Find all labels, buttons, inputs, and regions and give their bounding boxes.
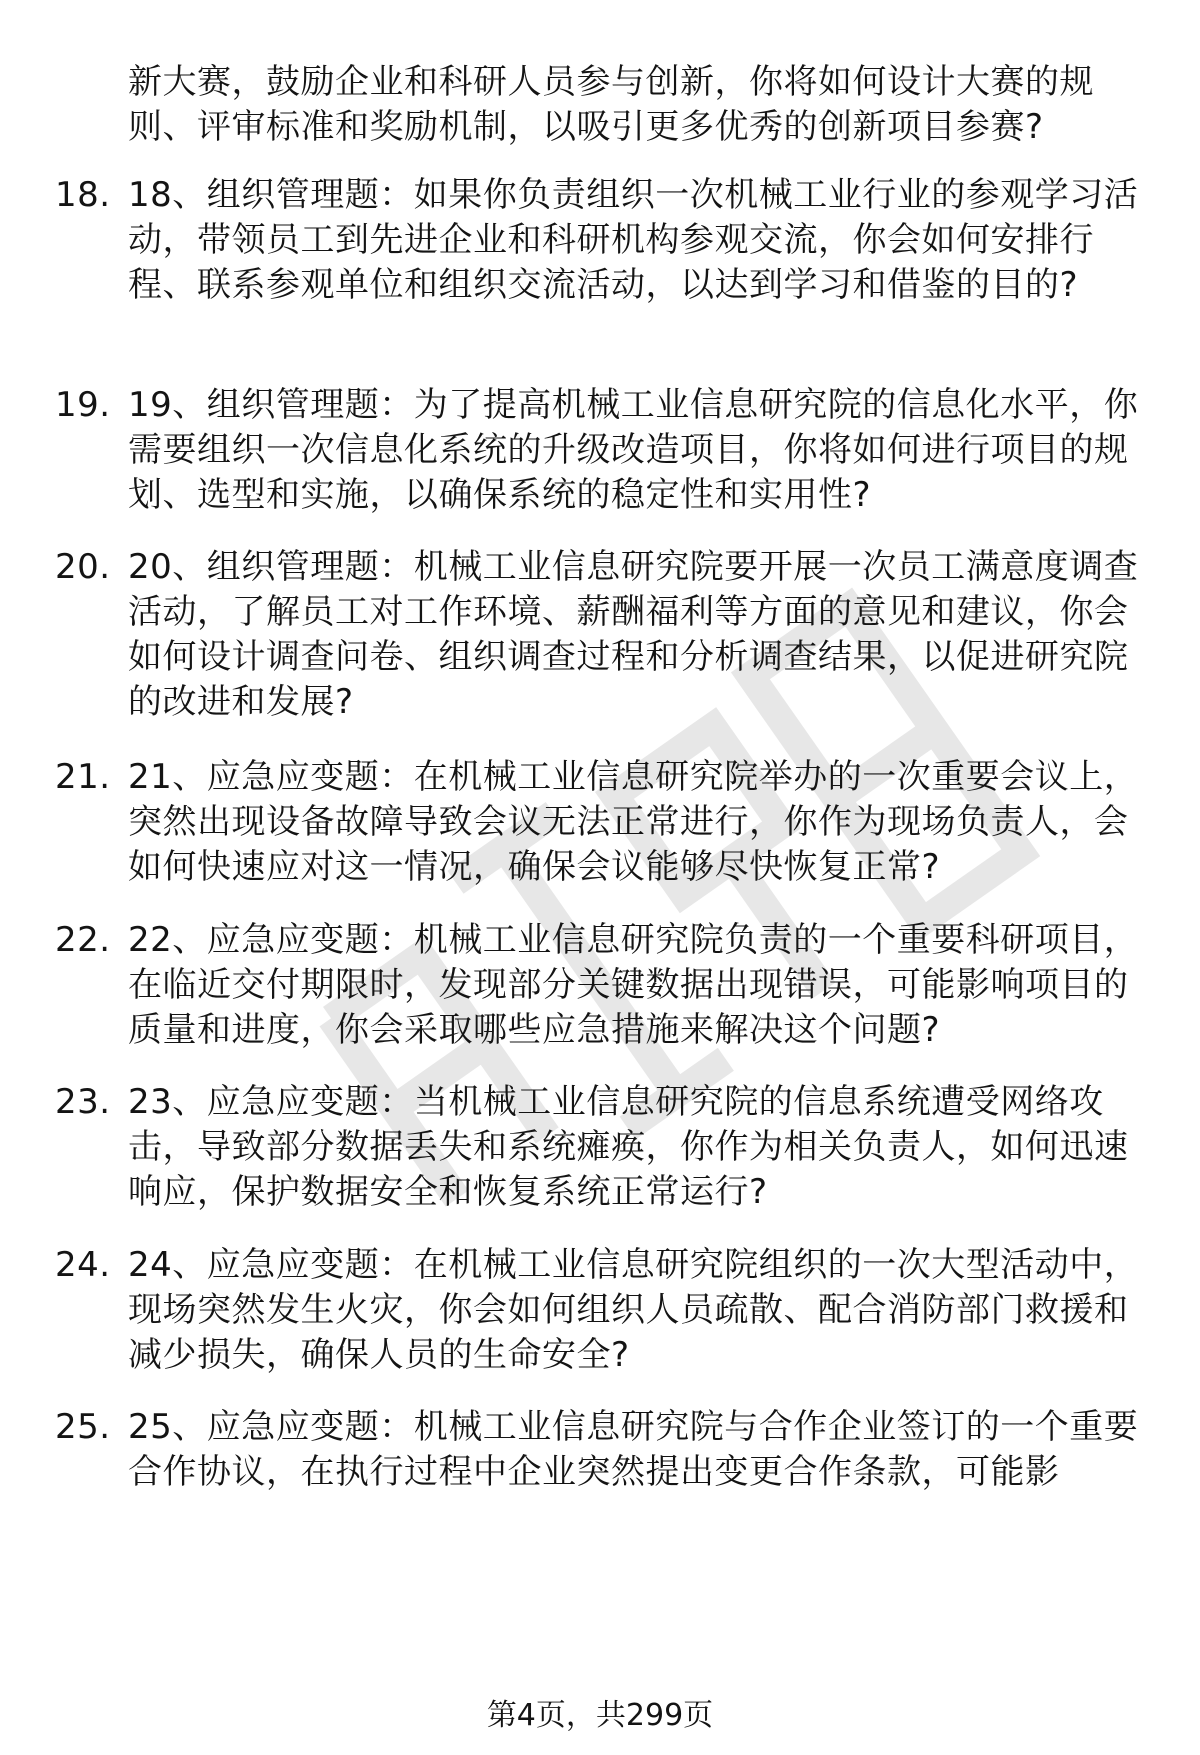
item-number: 22. [55, 920, 111, 960]
item-number: 18. [55, 175, 111, 215]
item-text: 23、应急应变题：当机械工业信息研究院的信息系统遭受网络攻击，导致部分数据丢失和系统瘫痪，你作为相关负责人，如何迅速响应，保护数据安全和恢复系统正常运行? [128, 1082, 1129, 1212]
list-item [0, 545, 1148, 725]
item-number: 24. [55, 1245, 111, 1285]
item-text: 18、组织管理题：如果你负责组织一次机械工业行业的参观学习活动，带领员工到先进企业和科研机构参观交流，你会如何安排行程、联系参观单位和组织交流活动，以达到学习和借鉴的目的? [128, 175, 1139, 305]
item-text: 20、组织管理题：机械工业信息研究院要开展一次员工满意度调查活动，了解员工对工作环境、薪酬福利等方面的意见和建议，你会如何设计调查问卷、组织调查过程和分析调查结果，以促进研究院的改进和发展? [128, 547, 1139, 722]
item-text: 25、应急应变题：机械工业信息研究院与合作企业签订的一个重要合作协议，在执行过程中企业突然提出变更合作条款，可能影 [128, 1407, 1139, 1492]
list-item [0, 918, 1148, 1053]
list-item [0, 383, 1148, 518]
item-text: 24、应急应变题：在机械工业信息研究院组织的一次大型活动中，现场突然发生火灾，你会如何组织人员疏散、配合消防部门救援和减少损失，确保人员的生命安全? [128, 1245, 1139, 1375]
item-text: 22、应急应变题：机械工业信息研究院负责的一个重要科研项目，在临近交付期限时，发现部分关键数据出现错误，可能影响项目的质量和进度，你会采取哪些应急措施来解决这个问题? [128, 920, 1139, 1050]
item-number: 23. [55, 1082, 111, 1122]
list-item [0, 1080, 1148, 1215]
continuation-paragraph: 新大赛，鼓励企业和科研人员参与创新，你将如何设计大赛的规则、评审标准和奖励机制，以吸引更多优秀的创新项目参赛? [128, 62, 1094, 147]
item-number: 20. [55, 547, 111, 587]
item-text: 21、应急应变题：在机械工业信息研究院举办的一次重要会议上，突然出现设备故障导致会议无法正常进行，你作为现场负责人，会如何快速应对这一情况，确保会议能够尽快恢复正常? [128, 757, 1139, 887]
list-item [0, 755, 1148, 890]
list-item [0, 173, 1148, 308]
item-number: 19. [55, 385, 111, 425]
page-footer: 第4页，共299页 [486, 1698, 714, 1733]
list-item [0, 1243, 1148, 1378]
item-number: 21. [55, 757, 111, 797]
list-item [0, 1405, 1148, 1495]
item-text: 19、组织管理题：为了提高机械工业信息研究院的信息化水平，你需要组织一次信息化系统的升级改造项目，你将如何进行项目的规划、选型和实施，以确保系统的稳定性和实用性? [128, 385, 1139, 515]
item-number: 25. [55, 1407, 111, 1447]
